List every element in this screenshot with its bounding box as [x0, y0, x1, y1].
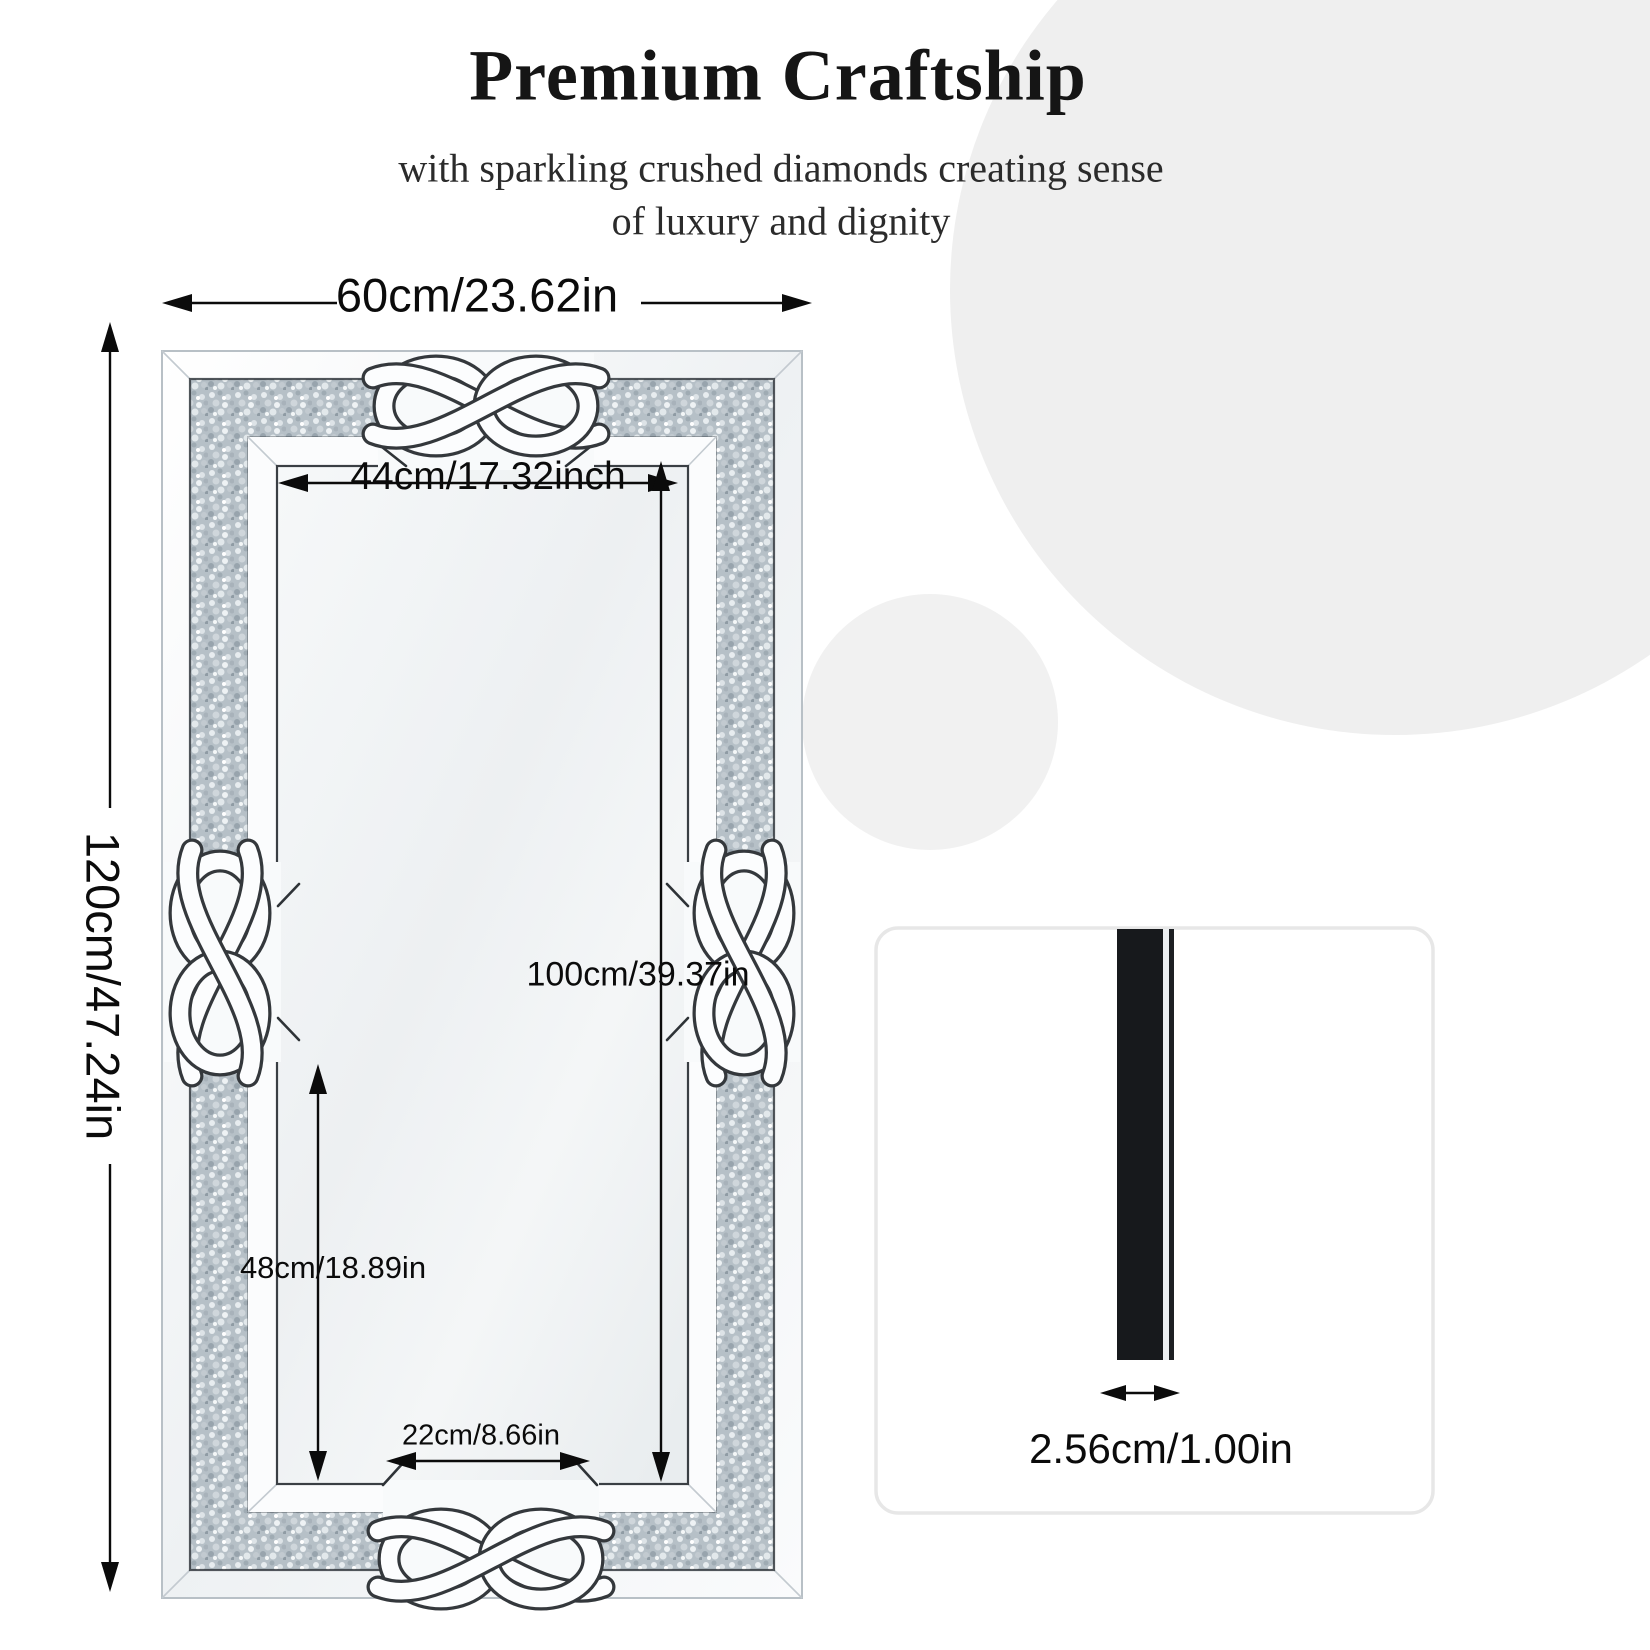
subtitle-line1: with sparkling crushed diamonds creating sense: [398, 145, 1164, 191]
dimension-label-lower-height: 48cm/18.89in: [239, 1250, 427, 1285]
dimension-label-overall-height: 120cm/47.24in: [76, 831, 130, 1141]
page-title: Premium Craftship: [469, 35, 1087, 116]
dimension-label-overall-width: 60cm/23.62in: [335, 268, 619, 322]
dimension-label-bottom-width: 22cm/8.66in: [402, 1419, 560, 1452]
thickness-label: 2.56cm/1.00in: [1029, 1425, 1293, 1472]
dimension-label-inner-height: 100cm/39.37in: [526, 955, 750, 994]
subtitle-line2: of luxury and dignity: [611, 198, 951, 244]
dimension-label-inner-width: 44cm/17.32inch: [350, 455, 626, 498]
side-profile-bar: [1117, 929, 1174, 1360]
